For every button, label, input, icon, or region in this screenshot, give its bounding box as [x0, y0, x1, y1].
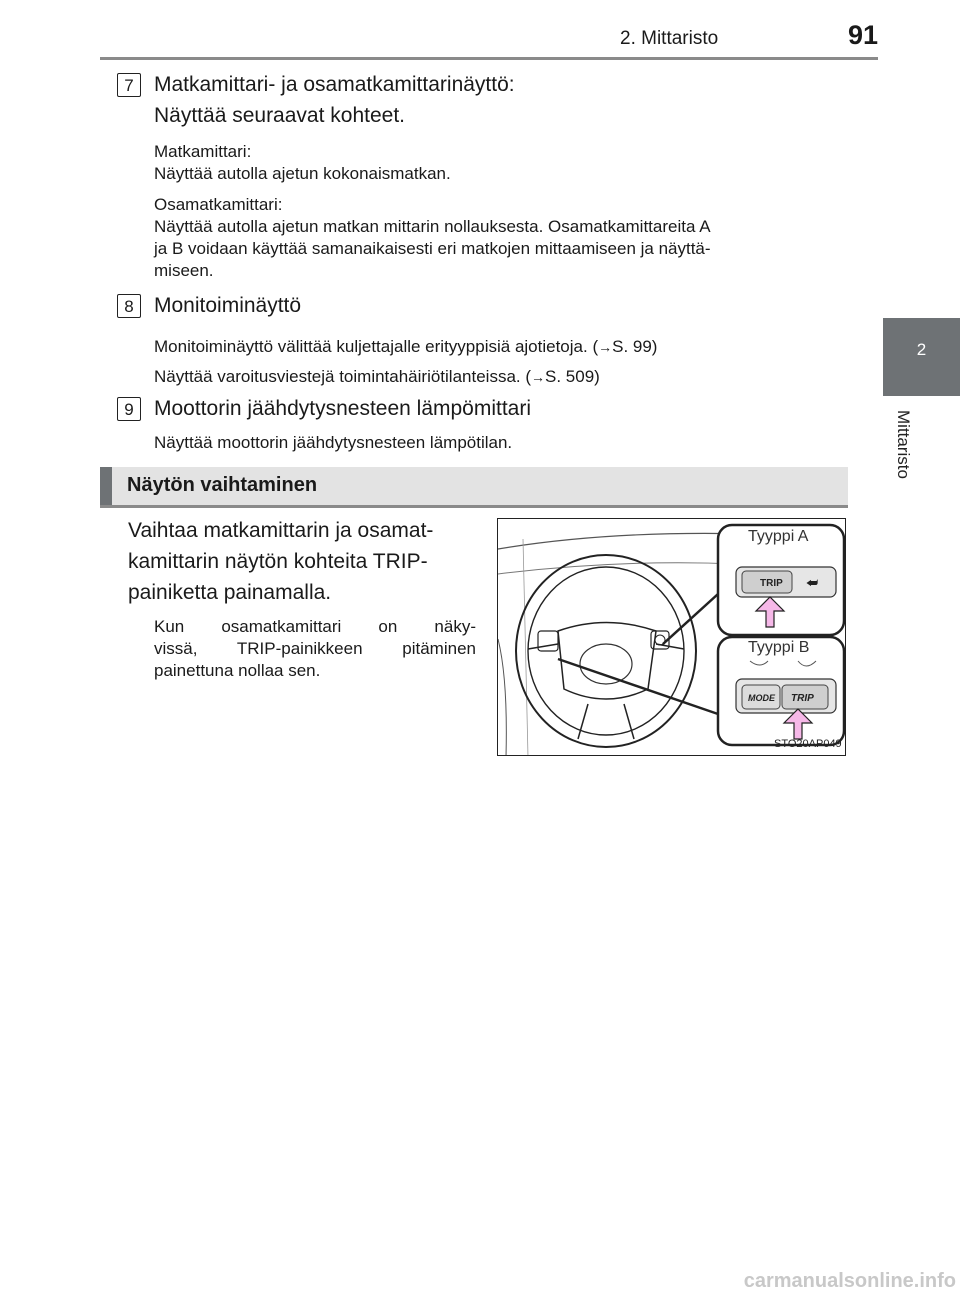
page-reference-link[interactable]: S. 99) [612, 337, 658, 356]
steering-wheel-drawing [498, 519, 846, 756]
item-8-title: Monitoiminäyttö [154, 294, 302, 317]
section-header: 2. Mittaristo [620, 28, 719, 49]
item-7-title-line1: Matkamittari- ja osamatkamittarinäyttö: [154, 73, 515, 96]
item-number-7: 7 [117, 73, 141, 97]
item-9-title: Moottorin jäähdytysnesteen lämpömittari [154, 397, 532, 420]
section-header-accent [100, 467, 112, 505]
page-reference-link[interactable]: S. 509) [545, 367, 600, 386]
item-8-line1: Monitoiminäyttö välittää kuljettajalle erityyppisiä ajotietoja. (→S. 99) [154, 337, 658, 356]
chapter-tab-number: 2 [916, 340, 927, 359]
item-7-trip-line2: ja B voidaan käyttää samanaikaisesti eri matkojen mittaamiseen ja näyttä- [154, 239, 711, 258]
section-intro-line1: Vaihtaa matkamittarin ja osamat- [128, 519, 434, 542]
mode-button-label: MODE [748, 693, 775, 703]
steering-wheel-illustration [497, 518, 846, 756]
trip-button-label-a: TRIP [760, 578, 783, 589]
section-note-line2: vissä, TRIP-painikkeen pitäminen [154, 639, 476, 658]
type-b-label: Tyyppi B [748, 639, 810, 656]
item-7-odometer-label: Matkamittari: [154, 142, 252, 161]
page-number: 91 [848, 20, 879, 50]
item-7-trip-label: Osamatkamittari: [154, 195, 283, 214]
back-icon: ⮨ [806, 576, 819, 591]
figure-code: STO20AP049 [774, 738, 842, 750]
item-9-text: Näyttää moottorin jäähdytysnesteen lämpötilan. [154, 433, 513, 452]
item-7-title-line2: Näyttää seuraavat kohteet. [154, 104, 405, 127]
item-7-odometer-text: Näyttää autolla ajetun kokonaismatkan. [154, 164, 451, 183]
item-7-trip-line1: Näyttää autolla ajetun matkan mittarin nollauksesta. Osamatkamittareita A [154, 217, 711, 236]
section-note-line3: painettuna nollaa sen. [154, 661, 321, 680]
section-intro-line3: painiketta painamalla. [128, 581, 332, 604]
item-number-8: 8 [117, 294, 141, 318]
item-7-trip-line3: miseen. [154, 261, 214, 280]
section-note-line1: Kun osamatkamittari on näky- [154, 617, 476, 636]
watermark: carmanualsonline.info [743, 1270, 956, 1292]
trip-button-label-b: TRIP [791, 693, 814, 704]
item-number-9: 9 [117, 397, 141, 421]
chapter-tab-label: Mittaristo [894, 410, 913, 479]
arrow-right-icon: → [531, 369, 546, 385]
item-8-line2: Näyttää varoitusviestejä toimintahäiriötilanteissa. (→S. 509) [154, 367, 600, 386]
type-a-label: Tyyppi A [748, 528, 809, 545]
section-title: Näytön vaihtaminen [127, 474, 318, 496]
header-rule [100, 57, 878, 60]
section-intro-line2: kamittarin näytön kohteita TRIP- [128, 550, 428, 573]
arrow-right-icon: → [598, 339, 613, 355]
